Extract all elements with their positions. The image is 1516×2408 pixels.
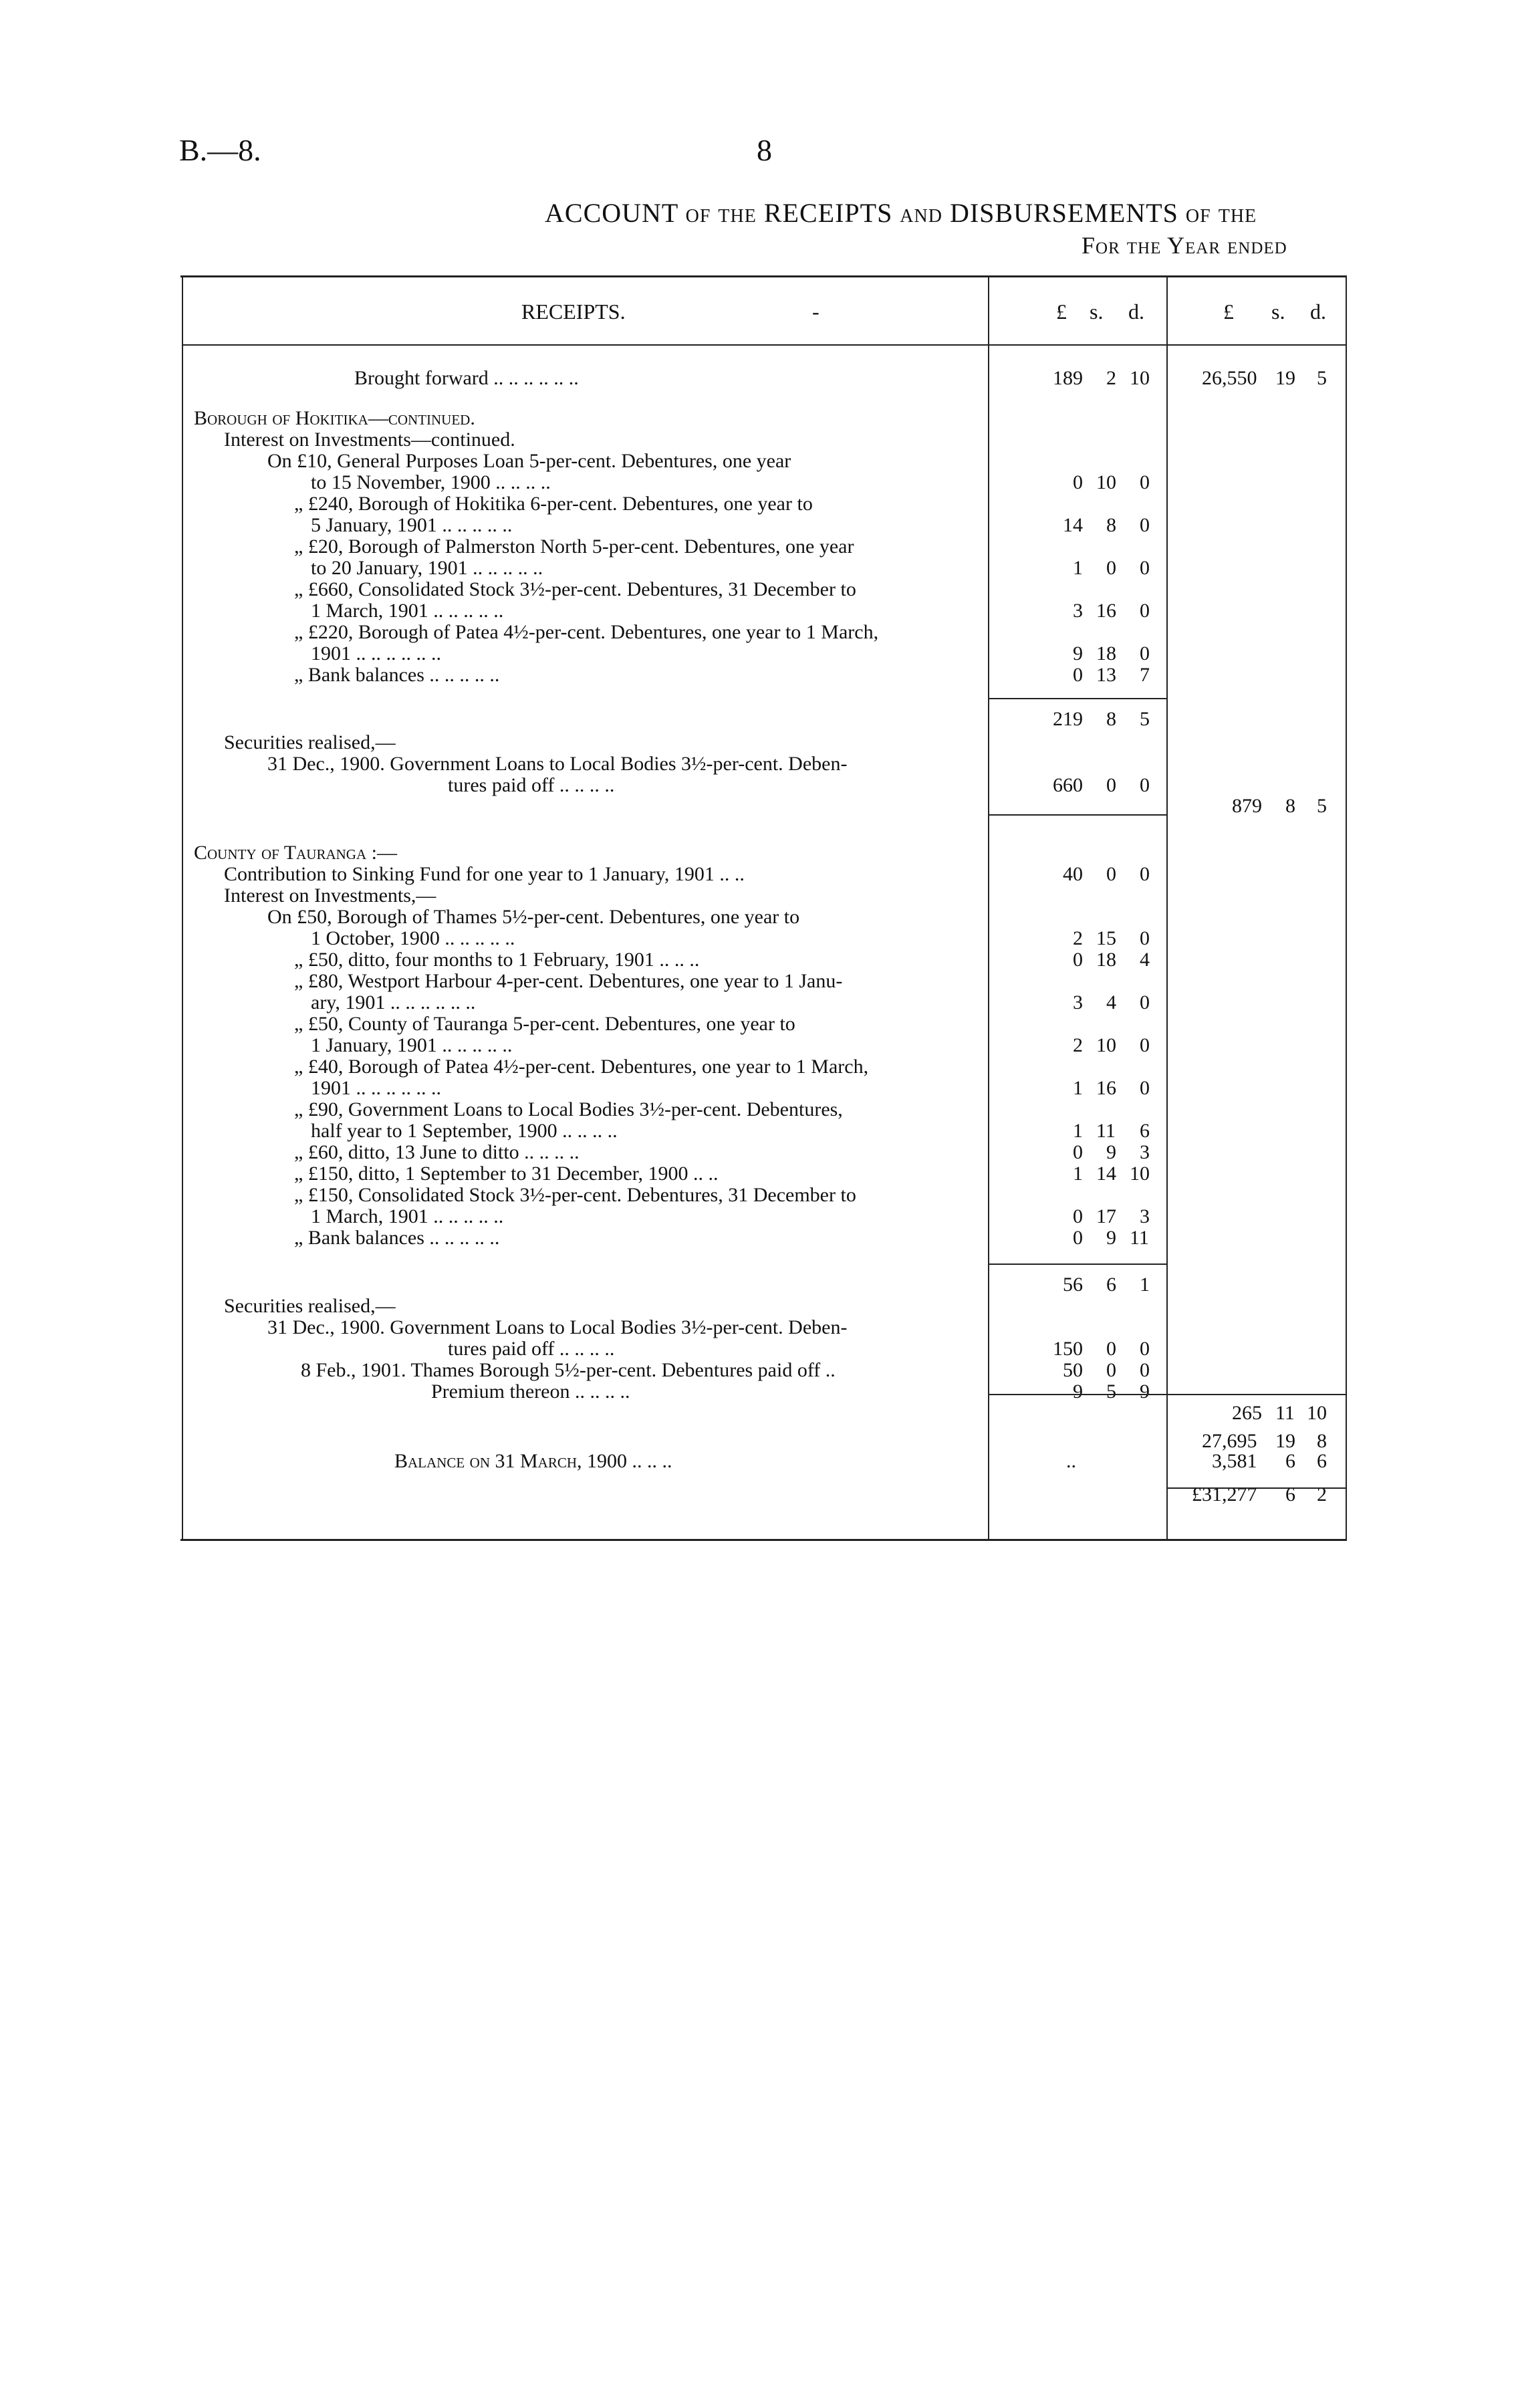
- amount-col1-shillings: 2: [1106, 367, 1116, 389]
- row-text: Brought forward .. .. .. .. .. ..: [354, 367, 579, 389]
- amount-col1-pence: 9: [1140, 1380, 1150, 1403]
- amount-col2-shillings: 19: [1275, 367, 1295, 389]
- amount-col1-pence: 0: [1140, 557, 1150, 579]
- amount-col1-pounds: 1: [1073, 1077, 1083, 1099]
- row-text: Balance on 31 March, 1900 .. .. ..: [394, 1450, 672, 1472]
- amount-col1-pence: 0: [1140, 1338, 1150, 1360]
- amount-col1-pounds: 9: [1073, 642, 1083, 665]
- amount-col1-shillings: 0: [1106, 863, 1116, 885]
- amount-col1-pounds: 14: [1063, 514, 1083, 536]
- amount-col1-shillings: 8: [1106, 514, 1116, 536]
- amount-col2-shillings: 11: [1275, 1402, 1295, 1424]
- row-text: Contribution to Sinking Fund for one year to 1 January, 1901 .. ..: [224, 863, 745, 885]
- row-text: „ £50, County of Tauranga 5-per-cent. Debentures, one year to: [294, 1013, 795, 1035]
- amount-col1-pounds: 0: [1073, 1205, 1083, 1227]
- subtotal-rule-3: [988, 1263, 1166, 1265]
- amount-col1-pence: 7: [1140, 664, 1150, 686]
- column-rule-2: [1166, 275, 1168, 1539]
- amount-col1-pounds: 0: [1073, 1227, 1083, 1249]
- header-rule: [182, 344, 1346, 346]
- row-text: On £10, General Purposes Loan 5-per-cent. Debentures, one year: [267, 450, 791, 472]
- pounds-header-1: £: [1056, 299, 1067, 324]
- amount-col1-shillings: 0: [1106, 1359, 1116, 1381]
- amount-col1-pounds: 189: [1053, 367, 1083, 389]
- row-text: to 20 January, 1901 .. .. .. .. ..: [311, 557, 543, 579]
- table-top-rule: [180, 275, 1347, 277]
- amount-col1-pounds: 50: [1063, 1359, 1083, 1381]
- amount-col1-pounds: 2: [1073, 927, 1083, 949]
- amount-col1-shillings: 9: [1106, 1227, 1116, 1249]
- amount-col1-pence: 3: [1140, 1205, 1150, 1227]
- amount-col1-pence: 0: [1140, 863, 1150, 885]
- pence-header-1: d.: [1128, 299, 1144, 324]
- amount-col1-pence: 3: [1140, 1141, 1150, 1163]
- amount-col2-pence: 5: [1317, 795, 1327, 817]
- amount-col1-pence: 10: [1130, 367, 1150, 389]
- amount-col1-pounds: 0: [1073, 471, 1083, 493]
- amount-col1-pence: 0: [1140, 774, 1150, 796]
- amount-col1-pounds: 0: [1073, 949, 1083, 971]
- row-text: 31 Dec., 1900. Government Loans to Local Bodies 3½-per-cent. Deben-: [267, 753, 848, 775]
- amount-col1-pounds: 0: [1073, 1141, 1083, 1163]
- row-text: „ Bank balances .. .. .. .. ..: [294, 1227, 500, 1249]
- amount-col1-shillings: 6: [1106, 1274, 1116, 1296]
- amount-col1-shillings: 8: [1106, 708, 1116, 730]
- pence-header-2: d.: [1310, 299, 1326, 324]
- amount-col2-pence: 8: [1317, 1430, 1327, 1452]
- amount-col1-pounds: 3: [1073, 600, 1083, 622]
- receipts-column-header: RECEIPTS.: [521, 299, 626, 324]
- document-title: ACCOUNT of the RECEIPTS and DISBURSEMENTS of the: [545, 198, 1257, 228]
- amount-col1-pence: 0: [1140, 1359, 1150, 1381]
- amount-col1-pounds: 0: [1073, 664, 1083, 686]
- row-text: „ Bank balances .. .. .. .. ..: [294, 664, 500, 686]
- subtotal-rule-2: [988, 814, 1166, 816]
- row-text: „ £90, Government Loans to Local Bodies 3½-per-cent. Debentures,: [294, 1098, 843, 1120]
- row-text: Interest on Investments—continued.: [224, 429, 515, 451]
- row-text: County of Tauranga :—: [194, 842, 397, 864]
- row-text: Interest on Investments,—: [224, 884, 436, 907]
- amount-col2-shillings: 19: [1275, 1430, 1295, 1452]
- amount-col1-shillings: 9: [1106, 1141, 1116, 1163]
- row-text: „ £150, ditto, 1 September to 31 December, 1900 .. ..: [294, 1163, 719, 1185]
- amount-col2-pounds: 27,695: [1202, 1430, 1257, 1452]
- row-text: „ £50, ditto, four months to 1 February, 1901 .. .. ..: [294, 949, 700, 971]
- amount-col1-shillings: 16: [1096, 1077, 1116, 1099]
- row-text: tures paid off .. .. .. ..: [448, 1338, 615, 1360]
- amount-col1-shillings: 11: [1096, 1120, 1116, 1142]
- amount-col1-pence: 1: [1140, 1274, 1150, 1296]
- amount-col1-pounds: 1: [1073, 1163, 1083, 1185]
- amount-col1-shillings: 0: [1106, 557, 1116, 579]
- amount-col2-pence: 2: [1317, 1483, 1327, 1506]
- amount-col1-pence: 6: [1140, 1120, 1150, 1142]
- amount-col1-blank: ..: [1066, 1450, 1076, 1472]
- amount-col2-pounds: 26,550: [1202, 367, 1257, 389]
- amount-col1-pounds: 660: [1053, 774, 1083, 796]
- amount-col1-pounds: 3: [1073, 991, 1083, 1013]
- amount-col1-shillings: 16: [1096, 600, 1116, 622]
- column-rule-1: [988, 275, 989, 1539]
- amount-col1-shillings: 5: [1106, 1380, 1116, 1403]
- table-bottom-rule: [180, 1539, 1347, 1541]
- amount-col1-shillings: 14: [1096, 1163, 1116, 1185]
- amount-col1-pounds: 150: [1053, 1338, 1083, 1360]
- row-text: Premium thereon .. .. .. ..: [431, 1380, 630, 1403]
- amount-col1-pence: 0: [1140, 927, 1150, 949]
- amount-col1-pence: 0: [1140, 1077, 1150, 1099]
- amount-col1-shillings: 10: [1096, 471, 1116, 493]
- amount-col1-pence: 10: [1130, 1163, 1150, 1185]
- amount-col2-pence: 6: [1317, 1450, 1327, 1472]
- amount-col1-pence: 11: [1130, 1227, 1149, 1249]
- amount-col1-pence: 0: [1140, 514, 1150, 536]
- amount-col1-shillings: 18: [1096, 949, 1116, 971]
- pounds-header-2: £: [1223, 299, 1234, 324]
- amount-col1-shillings: 15: [1096, 927, 1116, 949]
- amount-col1-pence: 0: [1140, 1034, 1150, 1056]
- table-right-rule: [1346, 275, 1347, 1539]
- row-text: On £50, Borough of Thames 5½-per-cent. Debentures, one year to: [267, 906, 800, 928]
- row-text: ary, 1901 .. .. .. .. .. ..: [311, 991, 476, 1013]
- row-text: half year to 1 September, 1900 .. .. .. ..: [311, 1120, 618, 1142]
- row-text: 1 October, 1900 .. .. .. .. ..: [311, 927, 515, 949]
- row-text: 1901 .. .. .. .. .. ..: [311, 1077, 441, 1099]
- row-text: Borough of Hokitika—continued.: [194, 407, 475, 429]
- table-left-rule: [182, 275, 183, 1539]
- row-text: 1 January, 1901 .. .. .. .. ..: [311, 1034, 513, 1056]
- amount-col1-pounds: 9: [1073, 1380, 1083, 1403]
- row-text: 1901 .. .. .. .. .. ..: [311, 642, 441, 665]
- document-reference: B.—8.: [179, 133, 261, 167]
- amount-col2-pence: 5: [1317, 367, 1327, 389]
- row-text: „ £240, Borough of Hokitika 6-per-cent. Debentures, one year to: [294, 493, 813, 515]
- row-text: „ £150, Consolidated Stock 3½-per-cent. Debentures, 31 December to: [294, 1184, 856, 1206]
- amount-col1-shillings: 4: [1106, 991, 1116, 1013]
- header-dash: -: [812, 299, 819, 324]
- subtotal-rule-4: [988, 1394, 1346, 1395]
- row-text: „ £20, Borough of Palmerston North 5-per-cent. Debentures, one year: [294, 535, 854, 558]
- row-text: 1 March, 1901 .. .. .. .. ..: [311, 600, 504, 622]
- amount-col2-shillings: 6: [1285, 1483, 1295, 1506]
- total-rule: [1166, 1487, 1346, 1489]
- amount-col1-shillings: 18: [1096, 642, 1116, 665]
- amount-col1-pounds: 2: [1073, 1034, 1083, 1056]
- document-subtitle: For the Year ended: [1082, 232, 1287, 259]
- amount-col1-pounds: 1: [1073, 1120, 1083, 1142]
- subtotal-rule-1: [988, 698, 1166, 699]
- row-text: „ £660, Consolidated Stock 3½-per-cent. Debentures, 31 December to: [294, 578, 856, 600]
- row-text: „ £80, Westport Harbour 4-per-cent. Debentures, one year to 1 Janu-: [294, 970, 843, 992]
- row-text: 31 Dec., 1900. Government Loans to Local Bodies 3½-per-cent. Deben-: [267, 1316, 848, 1338]
- amount-col1-pounds: 219: [1053, 708, 1083, 730]
- amount-col1-pence: 0: [1140, 991, 1150, 1013]
- amount-col1-pence: 0: [1140, 471, 1150, 493]
- amount-col2-shillings: 8: [1285, 795, 1295, 817]
- amount-col1-pounds: 40: [1063, 863, 1083, 885]
- amount-col1-shillings: 0: [1106, 774, 1116, 796]
- amount-col1-shillings: 10: [1096, 1034, 1116, 1056]
- row-text: tures paid off .. .. .. ..: [448, 774, 615, 796]
- amount-col1-pounds: 1: [1073, 557, 1083, 579]
- amount-col1-pence: 0: [1140, 642, 1150, 665]
- amount-col1-shillings: 0: [1106, 1338, 1116, 1360]
- row-text: to 15 November, 1900 .. .. .. ..: [311, 471, 551, 493]
- row-text: Securities realised,—: [224, 731, 396, 753]
- amount-col1-pounds: 56: [1063, 1274, 1083, 1296]
- amount-col2-pounds: 3,581: [1212, 1450, 1257, 1472]
- amount-col1-shillings: 13: [1096, 664, 1116, 686]
- row-text: Securities realised,—: [224, 1295, 396, 1317]
- amount-col2-pounds: 265: [1232, 1402, 1262, 1424]
- row-text: 5 January, 1901 .. .. .. .. ..: [311, 514, 513, 536]
- row-text: „ £60, ditto, 13 June to ditto .. .. .. ..: [294, 1141, 580, 1163]
- row-text: „ £220, Borough of Patea 4½-per-cent. Debentures, one year to 1 March,: [294, 621, 879, 643]
- row-text: 8 Feb., 1901. Thames Borough 5½-per-cent. Debentures paid off ..: [301, 1359, 836, 1381]
- amount-col2-pounds: 879: [1232, 795, 1262, 817]
- row-text: 1 March, 1901 .. .. .. .. ..: [311, 1205, 504, 1227]
- amount-col2-pounds: £31,277: [1192, 1483, 1257, 1506]
- amount-col2-pence: 10: [1307, 1402, 1327, 1424]
- shillings-header-1: s.: [1090, 299, 1104, 324]
- shillings-header-2: s.: [1271, 299, 1285, 324]
- amount-col2-shillings: 6: [1285, 1450, 1295, 1472]
- amount-col1-pence: 4: [1140, 949, 1150, 971]
- amount-col1-pence: 5: [1140, 708, 1150, 730]
- amount-col1-pence: 0: [1140, 600, 1150, 622]
- amount-col1-shillings: 17: [1096, 1205, 1116, 1227]
- page-number: 8: [757, 133, 772, 167]
- row-text: „ £40, Borough of Patea 4½-per-cent. Debentures, one year to 1 March,: [294, 1056, 869, 1078]
